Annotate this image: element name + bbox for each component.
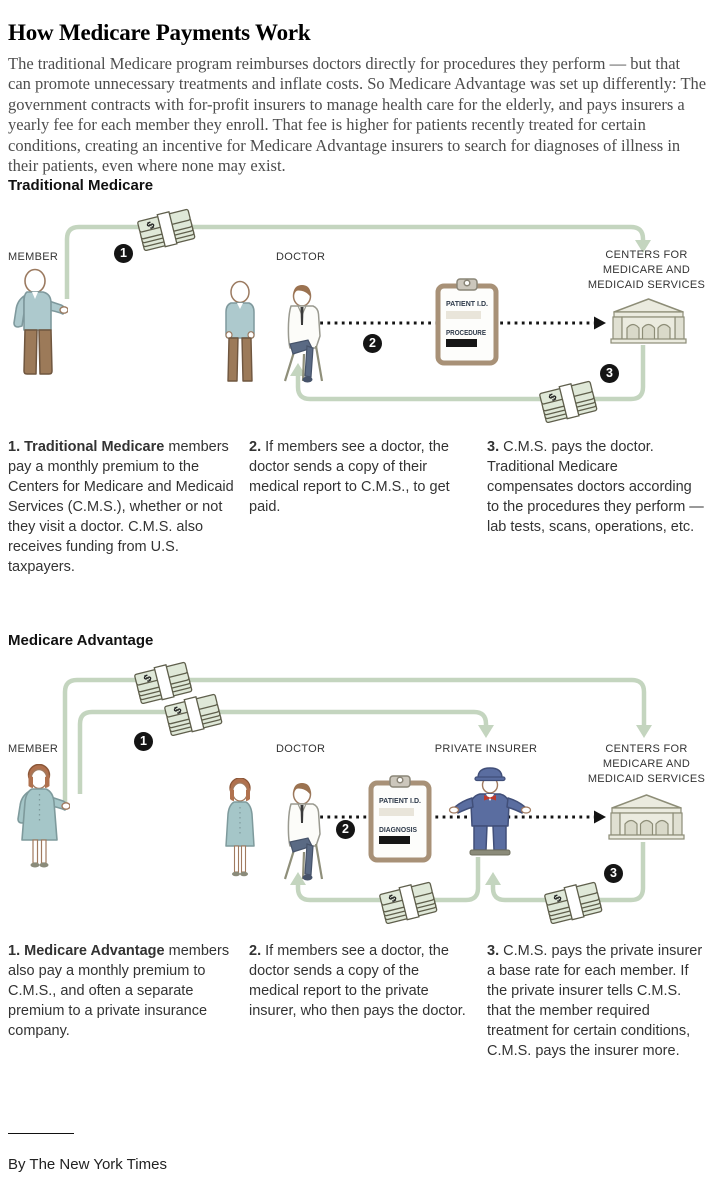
label-private-insurer: PRIVATE INSURER (434, 743, 538, 755)
byline-divider (8, 1133, 74, 1134)
arrowhead-to-insurer-bottom (485, 872, 501, 885)
money-stack-icon (538, 375, 598, 423)
member-woman-icon (12, 764, 70, 878)
cms-building-icon (609, 297, 688, 344)
section-heading-advantage: Medicare Advantage (8, 632, 154, 649)
arrowhead-to-cms (636, 725, 652, 738)
flow-arrows-advantage (0, 652, 711, 941)
byline: By The New York Times (8, 1156, 167, 1173)
flow-arrows-traditional (0, 196, 711, 437)
section-heading-traditional: Traditional Medicare (8, 177, 154, 194)
money-stack-icon (543, 876, 603, 924)
cms-building-icon (607, 793, 686, 840)
money-stack-icon (136, 203, 196, 251)
diagram-medicare-advantage (0, 652, 711, 941)
step-badge-3: 3 (604, 864, 623, 883)
dotted-arrowhead (594, 811, 606, 824)
diagram-traditional-medicare (0, 196, 711, 437)
step-badge-2: 2 (336, 820, 355, 839)
svg-text:PROCEDURE: PROCEDURE (446, 328, 486, 337)
step-badge-3: 3 (600, 364, 619, 383)
step-text-traditional-1: 1. Traditional Medicare members pay a monthly premium to the Centers for Medicare and Medicaid Services (C.M.S.), whether or not they visit a doctor. C.M.S. also receives funding from U.S. taxpayers. (8, 439, 234, 575)
page-title: How Medicare Payments Work (8, 20, 311, 46)
label-cms: CENTERS FOR MEDICARE AND MEDICAID SERVICES (587, 743, 706, 785)
label-doctor: DOCTOR (276, 251, 326, 263)
step-badge-1: 1 (134, 732, 153, 751)
svg-text:DIAGNOSIS: DIAGNOSIS (379, 825, 417, 834)
arrowhead-to-insurer (478, 725, 494, 738)
money-stack-icon (378, 876, 438, 924)
money-stack-icon (163, 688, 223, 736)
step-text-advantage-3: 3. C.M.S. pays the private insurer a base rate for each member. If the private insurer tells C.M.S. that the member required treatment for certain conditions, C.M.S. pays the insurer more. (487, 943, 703, 1059)
svg-text:PATIENT I.D.: PATIENT I.D. (446, 299, 488, 308)
step-text-traditional-2: 2. If members see a doctor, the doctor sends a copy of their medical report to C.M.S., to get paid. (249, 439, 450, 515)
doctor-icon (279, 782, 325, 886)
private-insurer-icon (446, 766, 534, 858)
step-text-advantage-2: 2. If members see a doctor, the doctor sends a copy of the medical report to the private insurer, who then pays the doctor. (249, 943, 466, 1019)
member-man-icon (10, 268, 68, 382)
label-member: MEMBER (8, 743, 59, 755)
intro-paragraph: The traditional Medicare program reimburses doctors directly for procedures they perform — but that can promote unnecessary treatments and inflate costs. So Medicare Advantage was set up differently: The government contracts with for-profit insurers to manage health care for the elderly, and pays insurers a yearly fee for each member they enroll. That fee is higher for patients recently treated for certain conditions, creating an incentive for Medicare Advantage insurers to search for diagnoses of illness in their patients, even where none may exist. (8, 53, 707, 176)
step-text-advantage-1: 1. Medicare Advantage members also pay a monthly premium to C.M.S., and often a separate premium to a private insurance company. (8, 943, 230, 1039)
step-badge-2: 2 (363, 334, 382, 353)
doctor-icon (279, 284, 325, 388)
dotted-arrowhead (594, 317, 606, 330)
clipboard-diagnosis-icon (368, 773, 432, 863)
svg-text:PATIENT I.D.: PATIENT I.D. (379, 796, 421, 805)
label-cms: CENTERS FOR MEDICARE AND MEDICAID SERVICES (587, 249, 706, 291)
patient-man-icon (223, 280, 257, 388)
label-member: MEMBER (8, 251, 59, 263)
patient-woman-icon (223, 778, 257, 886)
step-badge-1: 1 (114, 244, 133, 263)
clipboard-procedure-icon (435, 276, 499, 366)
step-text-traditional-3: 3. C.M.S. pays the doctor. Traditional Medicare compensates doctors according to the procedures they perform — lab tests, scans, operations, etc. (487, 439, 704, 535)
label-doctor: DOCTOR (276, 743, 326, 755)
